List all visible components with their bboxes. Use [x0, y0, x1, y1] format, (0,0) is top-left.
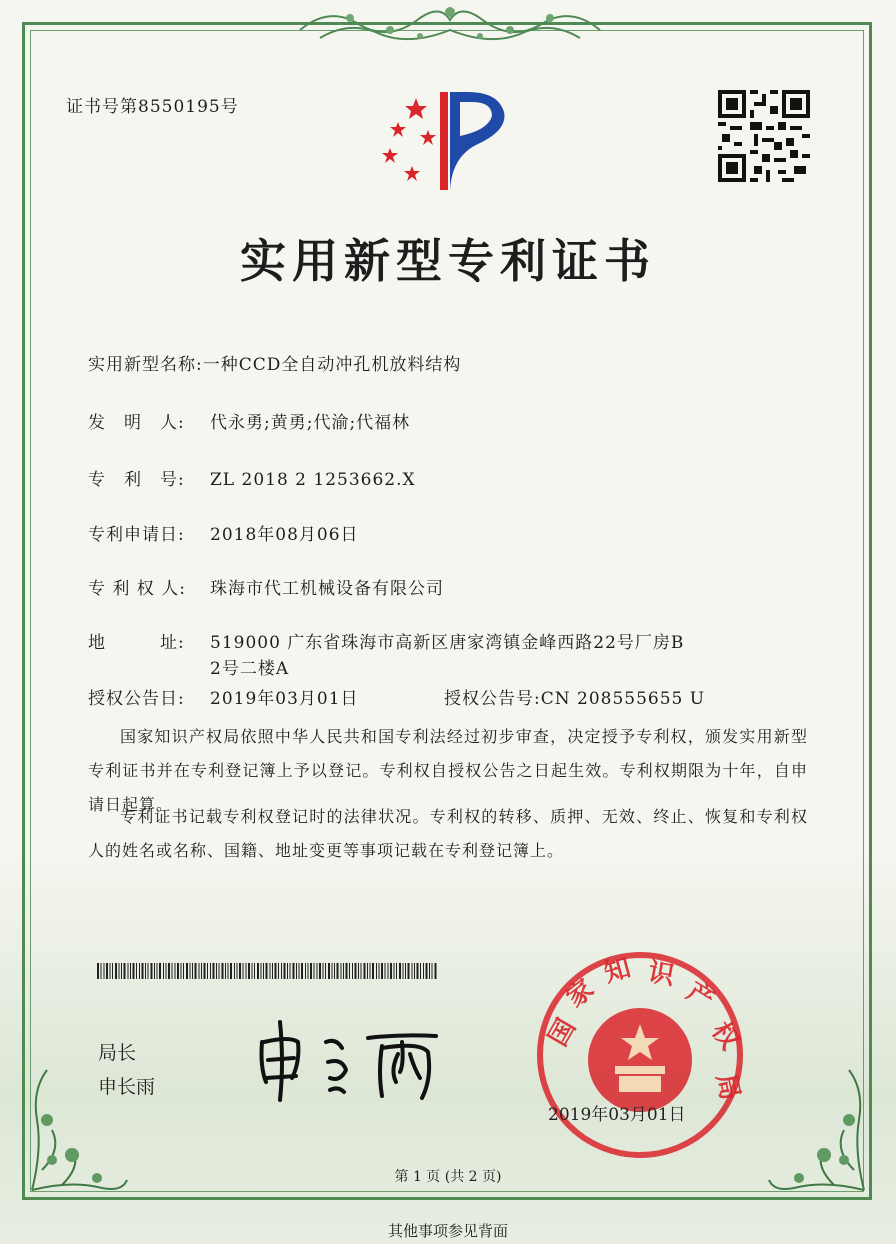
field-label: 专 利 号: — [88, 470, 185, 490]
qr-code — [718, 90, 810, 182]
field-grant-date — [88, 684, 359, 709]
field-value: 2019年03月01日 — [210, 689, 359, 709]
field-value: CN 208555655 U — [540, 689, 706, 709]
svg-text:家: 家 — [560, 973, 600, 1014]
svg-text:国: 国 — [543, 1013, 583, 1052]
field-patent-number — [88, 465, 416, 490]
handwritten-signature — [250, 1012, 450, 1104]
certificate-number: 证书号第8550195号 — [66, 97, 239, 117]
field-label: 专利申请日: — [88, 525, 185, 545]
field-value: 代永勇;黄勇;代渝;代福林 — [210, 413, 411, 433]
director-name: 申长雨 — [98, 1076, 156, 1098]
official-seal — [535, 950, 745, 1160]
field-label: 实用新型名称: — [88, 355, 203, 375]
field-value: 519000 广东省珠海市高新区唐家湾镇金峰西路22号厂房B — [210, 633, 685, 653]
svg-text:知: 知 — [601, 953, 634, 989]
certificate-title: 实用新型专利证书 — [240, 234, 656, 288]
field-patent-holder — [88, 574, 444, 599]
field-value: 一种CCD全自动冲孔机放料结构 — [202, 355, 462, 375]
field-label: 授权公告日: — [88, 689, 185, 709]
svg-text:局: 局 — [710, 1071, 745, 1103]
body-paragraph-1: 国家知识产权局依照中华人民共和国专利法经过初步审查，决定授予专利权，颁发实用新型专利证书并在专利登记簿上予以登记。专利权自授权公告之日起生效。专利权期限为十年，自申请日起算。 — [88, 727, 808, 814]
patent-office-logo — [368, 86, 518, 196]
field-address-continued: 2号二楼A — [210, 659, 290, 679]
field-label: 发 明 人: — [88, 413, 185, 433]
page-number: 第 1 页 (共 2 页) — [394, 1169, 502, 1185]
top-floral-ornament — [290, 0, 610, 48]
field-utility-model-name — [88, 350, 461, 375]
field-value: ZL 2018 2 1253662.X — [210, 470, 416, 490]
body-paragraph-2: 专利证书记载专利权登记时的法律状况。专利权的转移、质押、无效、终止、恢复和专利权人的姓名或名称、国籍、地址变更等事项记载在专利登记簿上。 — [88, 807, 808, 860]
svg-text:识: 识 — [645, 957, 677, 992]
field-label: 授权公告号: — [444, 689, 541, 709]
field-address — [88, 628, 684, 653]
field-filing-date — [88, 520, 359, 545]
field-value: 珠海市代工机械设备有限公司 — [210, 579, 444, 599]
field-label: 专 利 权 人: — [88, 579, 186, 599]
field-value: 2018年08月06日 — [210, 525, 359, 545]
svg-text:权: 权 — [705, 1016, 745, 1056]
field-inventor — [88, 408, 410, 433]
seal-date: 2019年03月01日 — [548, 1105, 686, 1125]
svg-text:产: 产 — [681, 976, 720, 1016]
field-grant-number — [444, 684, 705, 709]
barcode — [97, 963, 437, 979]
footer-note: 其他事项参见背面 — [387, 1222, 508, 1240]
director-title: 局长 — [98, 1042, 137, 1064]
field-label: 地 址: — [88, 633, 185, 653]
